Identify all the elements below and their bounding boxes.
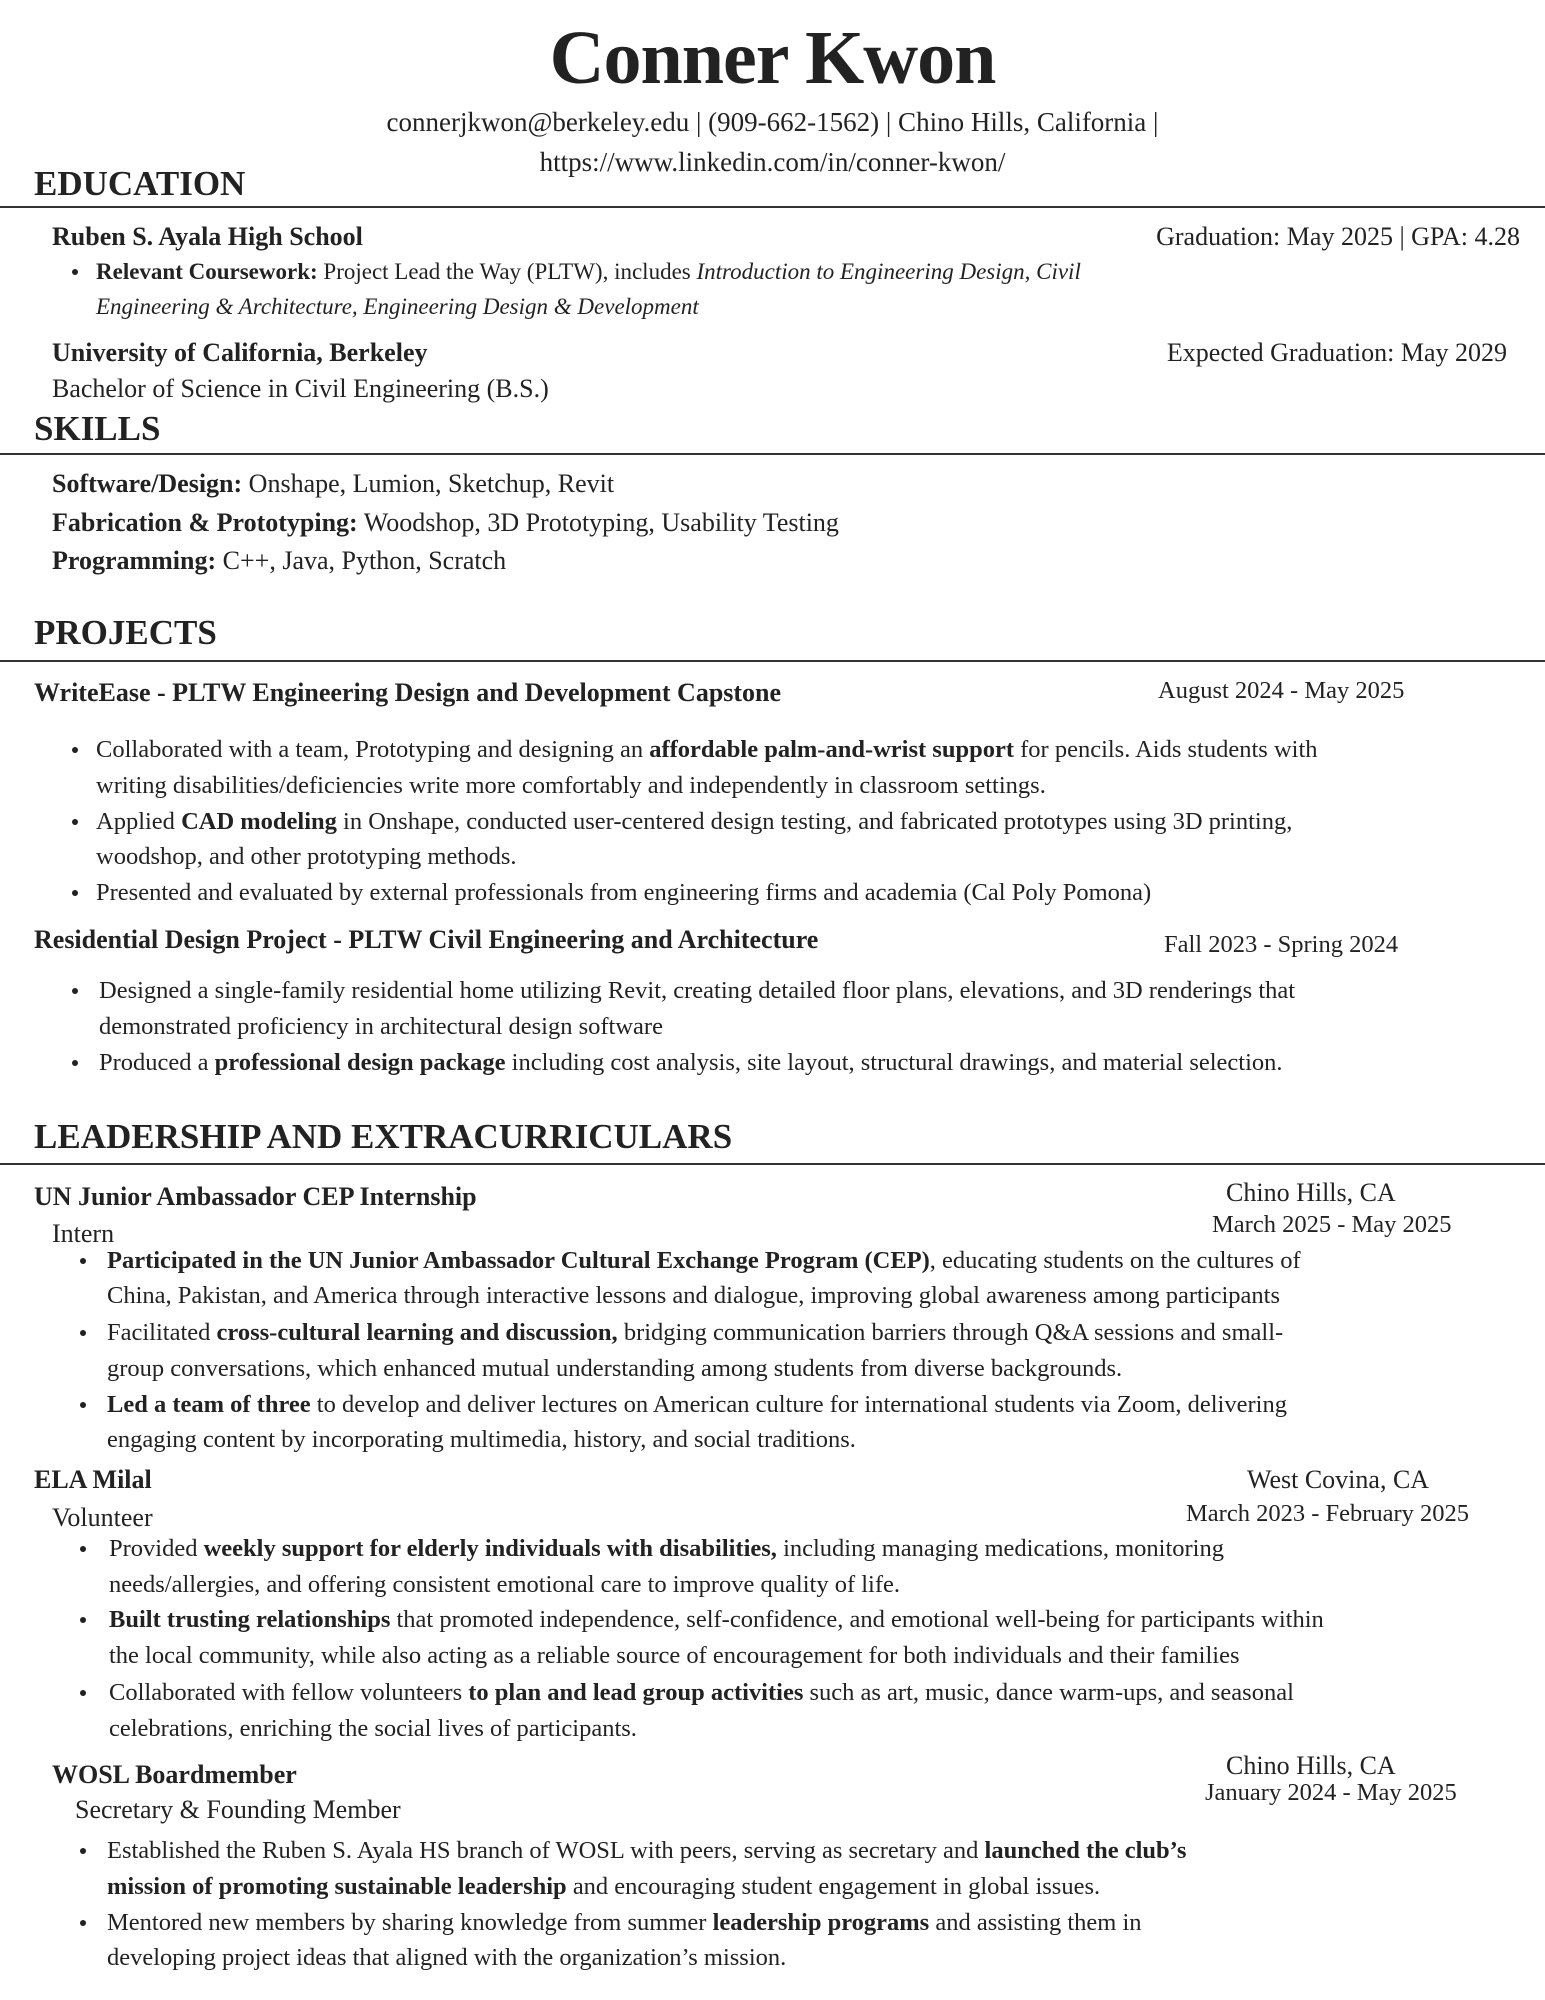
bullet-line: celebrations, enriching the social lives of participants. — [109, 1715, 637, 1742]
bullet-line: Presented and evaluated by external professionals from engineering firms and academia (Cal Poly Pomona) — [96, 879, 1152, 906]
role-date: January 2024 - May 2025 — [1205, 1779, 1457, 1806]
role-org: ELA Milal — [34, 1465, 152, 1494]
text: , educating students on the cultures of — [929, 1247, 1301, 1274]
bullet-line: writing disabilities/deficiencies write more comfortably and independently in classroom settings. — [96, 772, 1046, 799]
bullet-line: developing project ideas that aligned with the organization’s mission. — [107, 1944, 787, 1971]
role-org: UN Junior Ambassador CEP Internship — [34, 1182, 477, 1211]
bullet-icon — [72, 988, 78, 994]
text: weekly support for elderly individuals with disabilities, — [203, 1535, 777, 1562]
university-name: University of California, Berkeley — [52, 338, 428, 367]
bullet-icon — [72, 890, 78, 896]
section-divider — [0, 660, 1545, 662]
bullet-line: group conversations, which enhanced mutual understanding among students from diverse backgrounds. — [107, 1355, 1123, 1382]
bullet-line — [107, 1833, 1186, 1869]
section-divider — [0, 1163, 1545, 1165]
text: that promoted independence, self-confidence, and emotional well-being for participants within — [390, 1606, 1324, 1633]
bullet-line: the local community, while also acting as a reliable source of encouragement for both individuals and their families — [109, 1642, 1240, 1669]
bullet-icon — [72, 269, 78, 275]
bullet-line — [107, 1869, 1100, 1905]
bullet-line: China, Pakistan, and America through interactive lessons and dialogue, improving global awareness among participants — [107, 1282, 1280, 1309]
bullet-line — [109, 1675, 1294, 1711]
text: Led a team of three — [107, 1391, 311, 1418]
role-title: Intern — [52, 1219, 115, 1248]
text: in Onshape, conducted user-centered design testing, and fabricated prototypes using 3D printing, — [336, 808, 1293, 835]
text: Produced a — [99, 1049, 215, 1076]
skill-label: Programming: — [52, 546, 217, 575]
skill-row — [52, 505, 839, 541]
text: to develop and deliver lectures on American culture for international students via Zoom, delivering — [310, 1391, 1287, 1418]
role-title: Volunteer — [52, 1503, 153, 1532]
role-date: March 2023 - February 2025 — [1186, 1500, 1470, 1527]
skill-label: Fabrication & Prototyping: — [52, 508, 358, 537]
text: Collaborated with a team, Prototyping and designing an — [96, 736, 650, 763]
bullet-line — [96, 732, 1318, 768]
section-divider — [0, 453, 1545, 455]
text: including cost analysis, site layout, structural drawings, and material selection. — [505, 1049, 1283, 1076]
bullet-line — [99, 1045, 1283, 1081]
skill-value: Onshape, Lumion, Sketchup, Revit — [242, 469, 615, 498]
contact-line: connerjkwon@berkeley.edu | (909-662-1562) | Chino Hills, California | — [386, 107, 1159, 137]
project-title: WriteEase - PLTW Engineering Design and Development Capstone — [34, 678, 782, 707]
section-heading-leadership: LEADERSHIP AND EXTRACURRICULARS — [34, 1117, 733, 1156]
text: including managing medications, monitoring — [776, 1535, 1224, 1562]
bullet-line — [107, 1387, 1287, 1423]
text: Established the Ruben S. Ayala HS branch of WOSL with peers, serving as secretary and — [107, 1837, 985, 1864]
bullet-icon — [80, 1617, 86, 1623]
bullet-line — [107, 1315, 1283, 1351]
coursework-line — [96, 254, 1081, 290]
text: Participated in the UN Junior Ambassador Cultural Exchange Program (CEP) — [107, 1247, 930, 1274]
bullet-icon — [80, 1402, 86, 1408]
candidate-name: Conner Kwon — [549, 16, 996, 100]
skill-label: Software/Design: — [52, 469, 243, 498]
text: Built trusting relationships — [109, 1606, 391, 1633]
bullet-line: Designed a single-family residential home utilizing Revit, creating detailed floor plans, elevations, and 3D renderings that — [99, 977, 1296, 1004]
bullet-line — [109, 1602, 1324, 1638]
bullet-icon — [80, 1690, 86, 1696]
school-name: Ruben S. Ayala High School — [52, 222, 363, 251]
skill-value: C++, Java, Python, Scratch — [216, 546, 507, 575]
skill-row — [52, 466, 614, 502]
degree: Bachelor of Science in Civil Engineering (B.S.) — [52, 374, 549, 403]
project-date: Fall 2023 - Spring 2024 — [1164, 931, 1399, 958]
bullet-line: needs/allergies, and offering consistent emotional care to improve quality of life. — [109, 1571, 901, 1598]
skill-row — [52, 543, 506, 579]
bullet-line — [109, 1531, 1224, 1567]
bullet-icon — [80, 1848, 86, 1854]
bullet-line — [107, 1243, 1301, 1279]
linkedin-link[interactable]: https://www.linkedin.com/in/conner-kwon/ — [539, 147, 1006, 177]
section-heading-projects: PROJECTS — [34, 613, 217, 652]
role-location: Chino Hills, CA — [1226, 1751, 1396, 1780]
university-date: Expected Graduation: May 2029 — [1166, 338, 1507, 367]
section-divider — [0, 206, 1545, 208]
bullet-icon — [80, 1330, 86, 1336]
bullet-line: demonstrated proficiency in architectural design software — [99, 1013, 663, 1040]
coursework-text: Project Lead the Way (PLTW), includes — [317, 259, 697, 284]
text: mission of promoting sustainable leadership — [107, 1873, 567, 1900]
role-org: WOSL Boardmember — [52, 1760, 297, 1789]
bullet-icon — [72, 1060, 78, 1066]
bullet-icon — [80, 1546, 86, 1552]
bullet-line — [96, 804, 1292, 840]
role-location: Chino Hills, CA — [1226, 1178, 1396, 1207]
text: cross-cultural learning and discussion, — [216, 1319, 618, 1346]
text: launched the club’s — [984, 1837, 1187, 1864]
bullet-icon — [80, 1920, 86, 1926]
role-date: March 2025 - May 2025 — [1212, 1211, 1452, 1238]
text: affordable palm-and-wrist support — [649, 736, 1014, 763]
text: to plan and lead group activities — [468, 1679, 804, 1706]
role-location: West Covina, CA — [1247, 1465, 1430, 1494]
bullet-line: engaging content by incorporating multimedia, history, and social traditions. — [107, 1426, 856, 1453]
skill-value: Woodshop, 3D Prototyping, Usability Testing — [357, 508, 839, 537]
project-title: Residential Design Project - PLTW Civil Engineering and Architecture — [34, 925, 819, 954]
section-heading-education: EDUCATION — [34, 164, 246, 203]
text: Provided — [109, 1535, 204, 1562]
role-title: Secretary & Founding Member — [75, 1795, 401, 1824]
text: Mentored new members by sharing knowledge from summer — [107, 1909, 713, 1936]
bullet-icon — [72, 747, 78, 753]
text: Collaborated with fellow volunteers — [109, 1679, 469, 1706]
school-date: Graduation: May 2025 | GPA: 4.28 — [1156, 222, 1520, 251]
text: bridging communication barriers through Q&A sessions and small- — [617, 1319, 1284, 1346]
text: such as art, music, dance warm-ups, and seasonal — [803, 1679, 1294, 1706]
bullet-icon — [72, 819, 78, 825]
text: Facilitated — [107, 1319, 217, 1346]
bullet-icon — [80, 1258, 86, 1264]
coursework-label: Relevant Coursework: — [96, 259, 318, 284]
text: and encouraging student engagement in global issues. — [566, 1873, 1101, 1900]
bullet-line — [107, 1905, 1142, 1941]
project-date: August 2024 - May 2025 — [1158, 677, 1405, 704]
bullet-line: woodshop, and other prototyping methods. — [96, 843, 517, 870]
text: CAD modeling — [181, 808, 337, 835]
text: leadership programs — [712, 1909, 930, 1936]
coursework-courses-cont: Engineering & Architecture, Engineering Design & Development — [96, 294, 699, 319]
text: Applied — [96, 808, 182, 835]
section-heading-skills: SKILLS — [34, 409, 161, 448]
text: professional design package — [214, 1049, 506, 1076]
coursework-courses: Introduction to Engineering Design, Civil — [696, 259, 1081, 284]
text: for pencils. Aids students with — [1014, 736, 1318, 763]
text: and assisting them in — [929, 1909, 1142, 1936]
